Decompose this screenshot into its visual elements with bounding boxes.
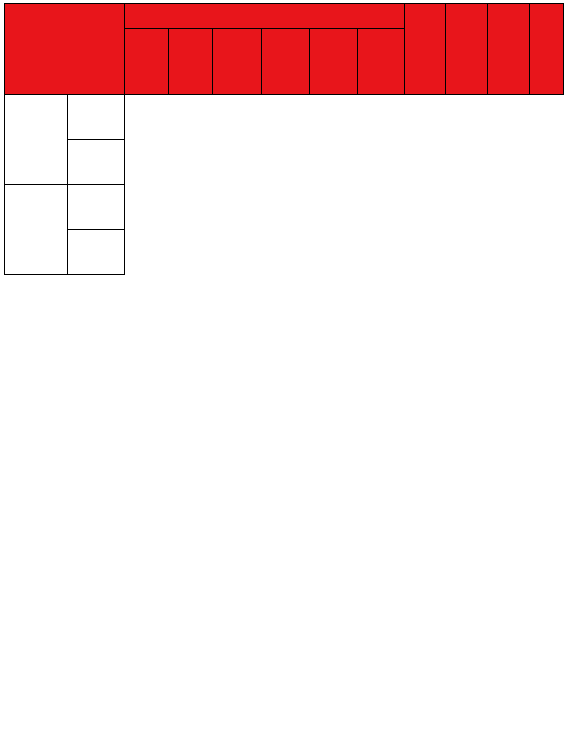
eur-header <box>446 4 488 95</box>
table-row-12-1 <box>5 95 564 140</box>
group-13-label <box>5 185 68 275</box>
interest-rate-table <box>4 3 564 275</box>
usd-header <box>405 4 446 95</box>
group-12-label <box>5 95 68 185</box>
hang-06-thang-header <box>310 29 358 95</box>
table-body-groups <box>5 95 564 275</box>
vnd-header <box>125 4 405 29</box>
tra-lai-truoc-header <box>169 29 213 95</box>
group-12-sub2-name <box>68 140 125 185</box>
group-13-sub2-name <box>68 230 125 275</box>
aud-header <box>488 4 530 95</box>
hang-thang-header <box>213 29 262 95</box>
cuoi-ky-header <box>125 29 169 95</box>
term-header <box>5 4 125 95</box>
hang-quy-header <box>262 29 310 95</box>
gbp-header <box>530 4 564 95</box>
group-13-sub1-name <box>68 185 125 230</box>
table-row-12-2 <box>5 140 564 185</box>
table-row-13-1 <box>5 185 564 230</box>
table-row-13-2 <box>5 230 564 275</box>
group-12-sub1-name <box>68 95 125 140</box>
hang-nam-header <box>358 29 405 95</box>
